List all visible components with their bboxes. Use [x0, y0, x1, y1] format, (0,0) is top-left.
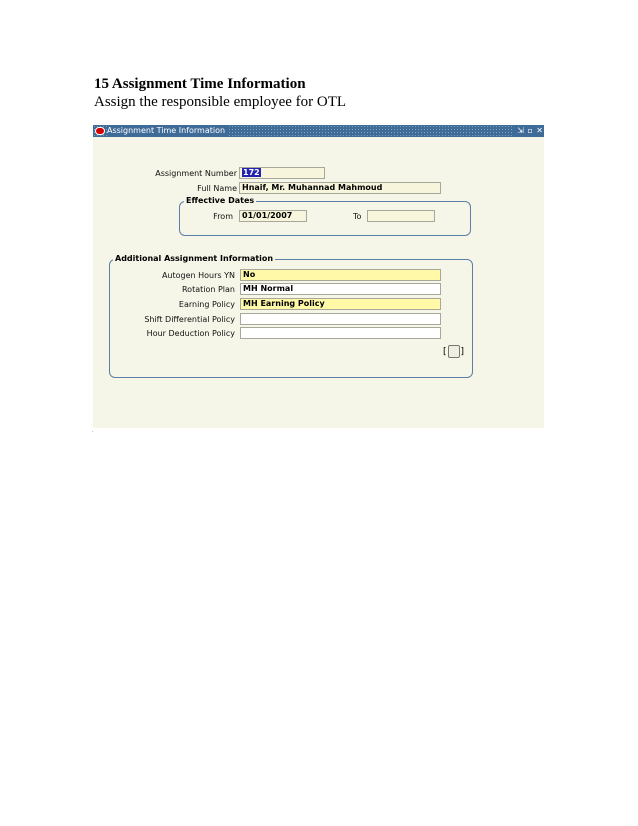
oracle-logo-icon — [95, 127, 105, 135]
to-label: To — [353, 212, 362, 221]
dff-box-icon[interactable] — [448, 345, 460, 358]
window-titlebar[interactable] — [93, 125, 544, 137]
autogen-hours-label: Autogen Hours YN — [161, 271, 235, 280]
rotation-plan-field[interactable]: MH Normal — [240, 283, 441, 295]
dff-open-bracket: [ — [443, 347, 447, 357]
document-subheading: Assign the responsible employee for OTL — [94, 94, 347, 110]
to-date-field[interactable] — [367, 210, 435, 222]
from-date-field[interactable]: 01/01/2007 — [239, 210, 307, 222]
from-label: From — [213, 212, 233, 221]
close-icon[interactable]: ✕ — [536, 126, 543, 135]
minimize-icon[interactable]: ▫ — [527, 126, 533, 135]
additional-assignment-information-title: Additional Assignment Information — [115, 254, 274, 263]
page-mark: . — [92, 428, 94, 434]
shift-differential-policy-field[interactable] — [240, 313, 441, 325]
descriptive-flexfield[interactable] — [443, 345, 464, 358]
restore-icon[interactable]: ⇲ — [517, 126, 524, 135]
document-heading: 15 Assignment Time Information — [94, 76, 306, 92]
earning-policy-field[interactable]: MH Earning Policy — [240, 298, 441, 310]
shift-differential-policy-label: Shift Differential Policy — [144, 315, 235, 324]
assignment-time-information-window — [93, 125, 544, 428]
effective-dates-title: Effective Dates — [186, 196, 255, 205]
window-title: Assignment Time Information — [107, 125, 228, 137]
autogen-hours-field[interactable]: No — [240, 269, 441, 281]
dff-close-bracket: ] — [460, 347, 465, 357]
rotation-plan-label: Rotation Plan — [181, 285, 235, 294]
hour-deduction-policy-field[interactable] — [240, 327, 441, 339]
window-controls — [514, 125, 543, 137]
hour-deduction-policy-label: Hour Deduction Policy — [146, 329, 235, 338]
assignment-number-field[interactable] — [239, 167, 325, 179]
full-name-field[interactable]: Hnaif, Mr. Muhannad Mahmoud — [239, 182, 441, 194]
assignment-number-label: Assignment Number — [155, 169, 237, 178]
full-name-label: Full Name — [197, 184, 237, 193]
earning-policy-label: Earning Policy — [178, 300, 235, 309]
assignment-number-value: 172 — [243, 168, 260, 177]
